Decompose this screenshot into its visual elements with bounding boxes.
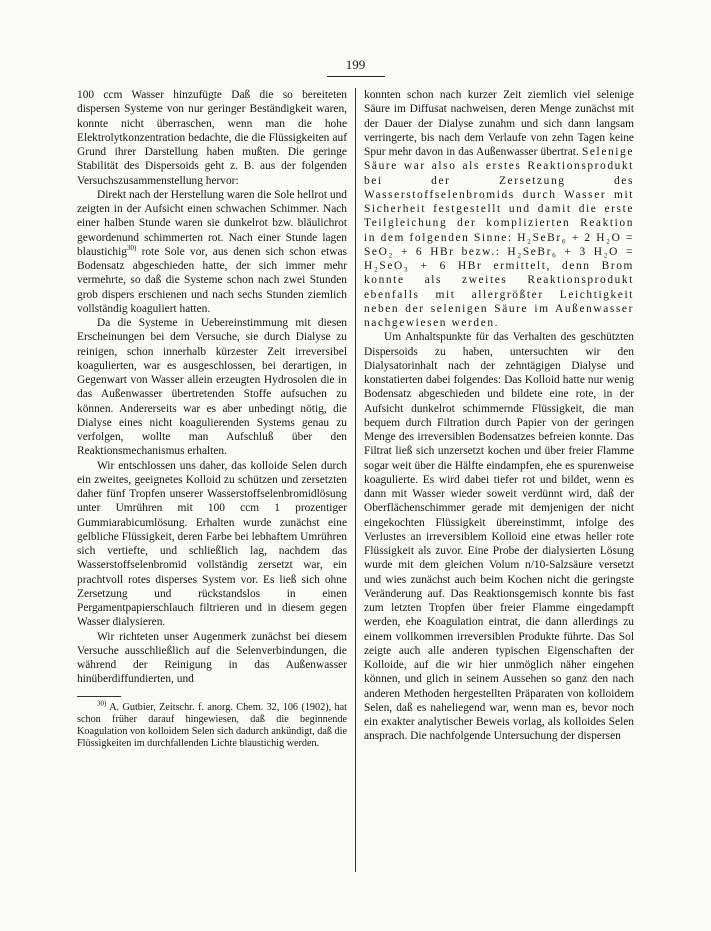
footnote-text: A. Gutbier, Zeitschr. f. anorg. Chem. 32, 106 (1902), hat schon früher darauf hingewiesen, daß die beginnende Koagulation von kolloidem Selen sich dadurch ankündigt, daß die Flüssigkeiten im durchfallenden Lichte blaustichig werden.: [77, 701, 347, 750]
right-paragraph-1: [364, 88, 634, 330]
right-paragraph-1-text: konnten schon nach kurzer Zeit ziemlich viel selenige Säure im Diffusat nachweisen, deren Menge zunächst mit der Dauer der Dialyse zunahm und sich dann langsam verringerte, bis nach dem Verlaufe von zehn Tagen keine Spur mehr davon in das Außenwasser übertrat.: [364, 89, 634, 158]
page-number: 199: [345, 57, 366, 72]
left-paragraph-2: [77, 188, 347, 316]
left-column: [77, 88, 347, 750]
left-paragraph-4: Wir entschlossen uns daher, das kolloide Selen durch ein zweites, geeignetes Kolloid zu schützen und zersetzten daher fünf Tropfen unserer Wasserstoffselenbromidlösung unter Umrühren mit 100 ccm 1 prozentiger Gummiarabicumlösung. Erhalten wurde zunächst eine gelbliche Flüssigkeit, deren Farbe bei lebhaftem Umrühren sich vertiefte, und schließlich lag, nachdem das Wasserstoffselenbromid vollständig zersetzt war, ein prachtvoll rotes disperses System vor. Es ließ sich ohne Zersetzung und rückstandslos in einen Pergamentpapierschlauch filtrieren und in diesem gegen Wasser dialysieren.: [77, 459, 347, 629]
right-column: [364, 88, 634, 744]
footnote-30: [77, 699, 347, 751]
column-divider: [355, 88, 356, 872]
footnote-marker: 30): [97, 699, 107, 708]
left-paragraph-3: Da die Systeme in Uebereinstimmung mit diesen Erscheinungen bei dem Versuche, sie durch Dialyse zu reinigen, schon innerhalb kürzester Zeit irreversibel koagulierten, war es ausgeschlossen, bei derartigen, in Gegenwart von Wasser allein erzeugten Hydrosolen die in das Außenwasser übertretenden Stoffe aufsuchen zu können. Andererseits war es aber unbedingt nötig, die Dialyse eines nicht koagulierenden Systems genau zu verfolgen, wollte man Aufschluß über den Reaktionsmechanismus erhalten.: [77, 317, 347, 458]
left-paragraph-1: 100 ccm Wasser hinzufügte Daß die so bereiteten dispersen Systeme von nur geringer Beständigkeit waren, konnte nicht überraschen, wenn man die hohe Elektrolytkonzentration bedachte, die die Flüssigkeiten auf Grund ihrer Darstellung haben mußten. Die geringe Stabilität des Dispersoids geht z. B. aus der folgenden Versuchszusammenstellung hervor:: [77, 89, 347, 187]
right-paragraph-1-spaced-text: Selenige Säure war also als erstes Reaktionsprodukt bei der Zersetzung des Wasserstoffselenbromids durch Wasser mit Sicherheit festgestellt und damit die erste Teilgleichung der komplizierten Reaktion in dem folgenden Sinne: H₂SeBr₆ + 2 H₂O = SeO₂ + 6 HBr bezw.: H₂SeBr₆ + 3 H₂O = H₂SeO₃ + 6 HBr ermittelt, denn Brom konnte als zweites Reaktionsprodukt ebenfalls mit allergrößter Leichtigkeit neben der selenigen Säure im Außenwasser nachgewiesen werden.: [364, 146, 634, 329]
header-rule: [327, 76, 385, 77]
footnote-ref-30: 30): [126, 243, 137, 252]
left-paragraph-2-text-a: Direkt nach der Herstellung waren die Sole hellrot und zeigten in der Aufsicht einen schwachen Schimmer. Nach einer halben Stunde waren sie dunkelrot bzw. bläulichrot gewordenund schimmerten rot. Nach einer Stunde lagen blaustichig: [77, 188, 347, 258]
left-paragraph-5: Wir richteten unser Augenmerk zunächst bei diesem Versuche ausschließlich auf die Selenverbindungen, die während der Reinigung in das Außenwasser hinüberdiffundierten, und: [77, 630, 347, 686]
left-paragraph-2-text-b: rote Sole vor, aus denen sich schon etwas Bodensatz abgeschieden hatte, der sich immer mehr vermehrte, so daß die Systeme schon nach zwei Stunden grob dispers erschienen und nach sechs Stunden ziemlich vollständig koaguliert hatten.: [77, 245, 347, 315]
footnote-rule: [77, 696, 121, 697]
right-paragraph-2: Um Anhaltspunkte für das Verhalten des geschützten Dispersoids zu haben, untersuchten wir den Dialysatorinhalt nach der zehntägigen Dialyse und konstatierten dabei folgendes: Das Kolloid hatte nur wenig Bodensatz abgeschieden und bildete eine rote, in der Aufsicht dunkelrot schimmernde Flüssigkeit, die man bequem durch Filtration durch Papier von der geringen Menge des irreversiblen Bodensatzes befreien konnte. Das Filtrat ließ sich unzersetzt kochen und über freier Flamme sogar weit über die Hälfte eindampfen, ehe es spurenweise koagulierte. Es wird dabei tiefer rot und bildet, wenn es dann mit Wasser wieder soweit verdünnt wird, daß der Oberflächenschimmer gerade mit demjenigen der nicht eingekochten Flüssigkeit übereinstimmt, infolge des Verlustes an irreversiblem Kolloid eine etwas heller rote Flüssigkeit als zuvor. Eine Probe der dialysierten Lösung wurde mit dem gleichen Volum n/10-Salzsäure versetzt und wies zunächst auch beim Kochen nicht die geringste Veränderung auf. Das Reaktionsgemisch konnte bis fast zum letzten Tropfen über freier Flamme eingedampft werden, ehe Koagulation eintrat, die dann allerdings zu einem vollkommen irreversiblen Produkte führte. Das Sol zeigte auch alle anderen typischen Eigenschaften der Kolloide, auf die wir hier unmöglich näher eingehen können, und glich in seinem Aussehen so ganz den nach anderen Methoden hergestellten Präparaten von kolloidem Selen, daß es naheliegend war, wenn man es, bevor noch ein exakter analytischer Beweis vorlag, als kolloides Selen ansprach. Die nachfolgende Untersuchung der dispersen: [364, 331, 634, 743]
